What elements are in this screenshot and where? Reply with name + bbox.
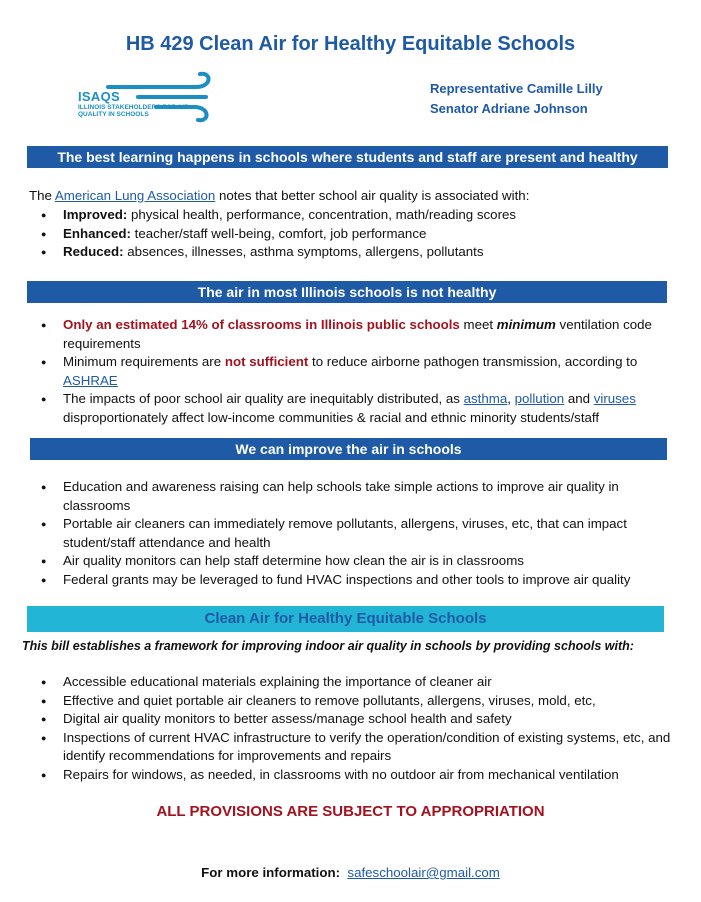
framework-statement: This bill establishes a framework for improving indoor air quality in schools by providing schools with: [22, 639, 634, 653]
american-lung-association-link[interactable]: American Lung Association [54, 188, 216, 203]
sponsor-senator: Senator Adriane Johnson [430, 101, 588, 116]
logo-subtitle: ILLINOIS STAKEHOLDERS FOR AIR QUALITY IN SCHOOLS [78, 104, 189, 118]
list-item: ● The impacts of poor school air quality are inequitably distributed, as asthma, pollution and viruses disproportionately affect low-income communities & racial and ethnic minority students/staff [29, 390, 684, 427]
appropriation-notice: ALL PROVISIONS ARE SUBJECT TO APPROPRIATION [156, 803, 545, 820]
list-item: ● Air quality monitors can help staff determine how clean the air is in classrooms [29, 552, 679, 571]
intro-suffix: notes that better school air quality is associated with: [215, 188, 530, 203]
section2-banner: The air in most Illinois schools is not healthy [27, 281, 667, 303]
list-item: ● Minimum requirements are not sufficient to reduce airborne pathogen transmission, according to ASHRAE [29, 353, 684, 390]
sponsors [430, 79, 603, 119]
contact-email-link[interactable]: safeschoolair@gmail.com [347, 865, 500, 880]
contact-line [0, 865, 701, 880]
section4-banner: Clean Air for Healthy Equitable Schools [27, 606, 664, 632]
section4-list [29, 673, 679, 784]
list-item: ● Inspections of current HVAC infrastructure to verify the operation/condition of existing systems, etc, and identify recommendations for improvements and repairs [29, 729, 679, 766]
logo-name: ISAQS [78, 89, 120, 104]
list-item: ● Accessible educational materials explaining the importance of cleaner air [29, 673, 679, 692]
list-item: ● Improved: physical health, performance, concentration, math/reading scores [29, 206, 679, 225]
list-item: ● Enhanced: teacher/staff well-being, comfort, job performance [29, 225, 679, 244]
list-item: ● Reduced: absences, illnesses, asthma symptoms, allergens, pollutants [29, 243, 679, 262]
list-item: ● Digital air quality monitors to better assess/manage school health and safety [29, 710, 679, 729]
contact-label: For more information: [201, 865, 341, 880]
list-item: ● Repairs for windows, as needed, in classrooms with no outdoor air from mechanical ventilation [29, 766, 679, 785]
list-item: ● Federal grants may be leveraged to fund HVAC inspections and other tools to improve air quality [29, 571, 679, 590]
list-item: ● Education and awareness raising can help schools take simple actions to improve air quality in classrooms [29, 478, 679, 515]
section1-intro [29, 188, 529, 203]
pollution-link[interactable]: pollution [514, 391, 565, 406]
section3-list [29, 478, 679, 589]
list-item: ● Only an estimated 14% of classrooms in Illinois public schools meet minimum ventilation code requirements [29, 316, 684, 353]
section1-list [29, 206, 679, 262]
ashrae-link[interactable]: ASHRAE [63, 372, 118, 388]
section2-list [29, 316, 684, 427]
viruses-link[interactable]: viruses [593, 391, 636, 406]
sponsor-representative: Representative Camille Lilly [430, 81, 603, 96]
intro-prefix: The [29, 188, 55, 203]
list-item: ● Effective and quiet portable air cleaners to remove pollutants, allergens, viruses, mold, etc, [29, 692, 679, 711]
isaqs-logo [78, 70, 218, 126]
list-item: ● Portable air cleaners can immediately remove pollutants, allergens, viruses, etc, that can impact student/staff attendance and health [29, 515, 679, 552]
section1-banner: The best learning happens in schools where students and staff are present and healthy [27, 146, 668, 168]
page-title: HB 429 Clean Air for Healthy Equitable Schools [125, 33, 576, 55]
section3-banner: We can improve the air in schools [30, 438, 667, 460]
asthma-link[interactable]: asthma [463, 391, 508, 406]
